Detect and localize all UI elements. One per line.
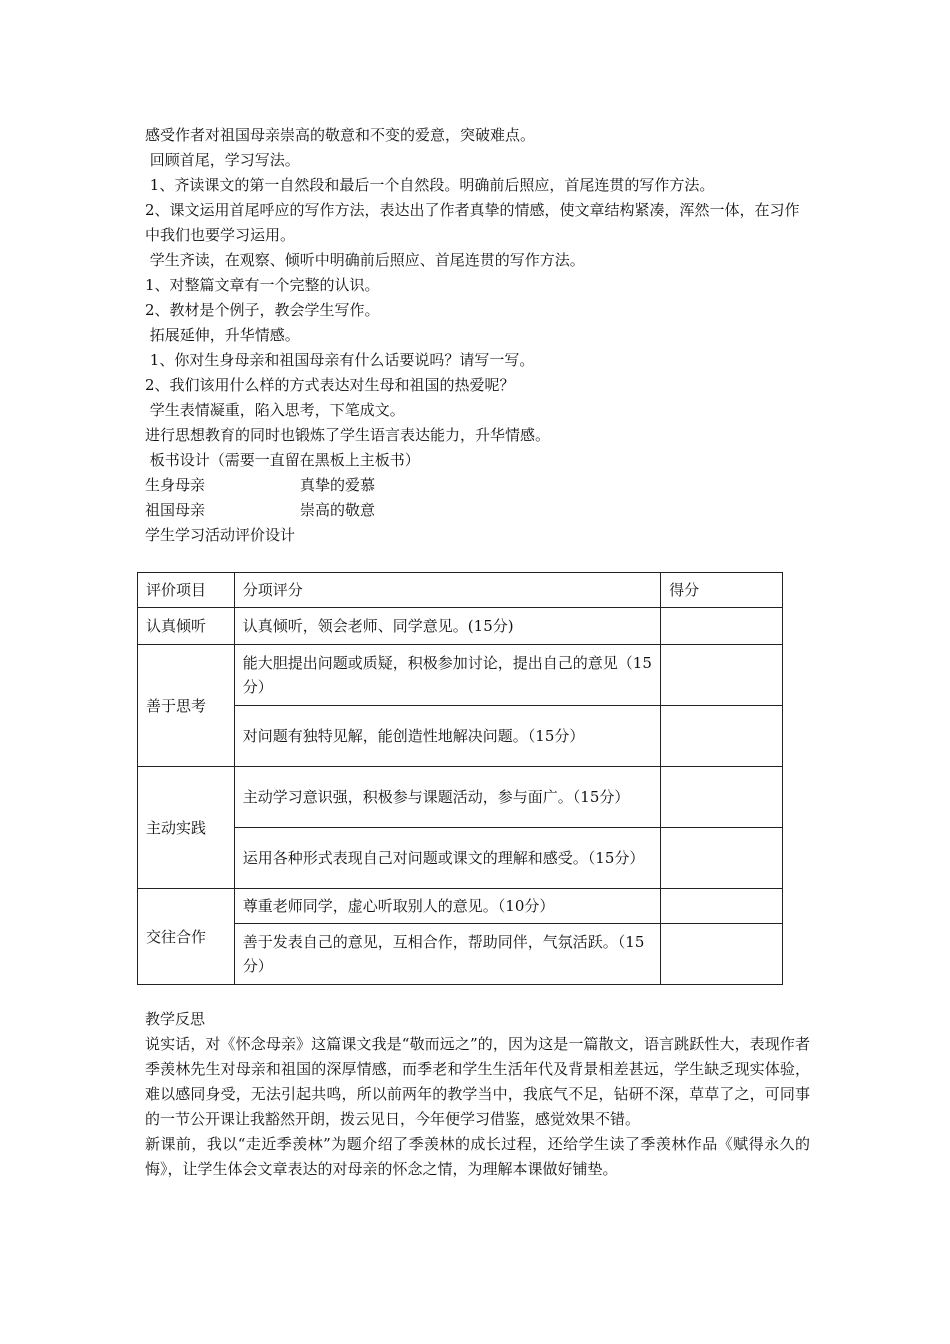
- header-cell: 评价项目: [138, 573, 235, 608]
- header-cell: 得分: [661, 573, 783, 608]
- table-row: [138, 828, 783, 889]
- criteria-cell: 主动学习意识强，积极参与课题活动，参与面广。（15分）: [234, 767, 660, 828]
- criteria-cell: 善于发表自己的意见，互相合作，帮助同伴，气氛活跃。（15分）: [234, 924, 660, 985]
- table-row: [138, 924, 783, 985]
- text-line: 进行思想教育的同时也锻炼了学生语言表达能力，升华情感。: [145, 426, 551, 444]
- reflection-paragraph: 新课前，我以“走近季羡林”为题介绍了季羡林的成长过程，还给学生读了季羡林作品《赋得永久的悔》，让学生体会文章表达的对母亲的怀念之情，为理解本课做好铺垫。: [145, 1135, 810, 1178]
- score-cell: [661, 889, 783, 924]
- evaluation-table: [137, 572, 783, 985]
- board-row: [145, 498, 810, 523]
- header-cell: 分项评分: [234, 573, 660, 608]
- board-left: 祖国母亲: [145, 501, 206, 519]
- item-cell: 认真倾听: [138, 608, 235, 645]
- reflection-heading: 教学反思: [145, 1010, 206, 1028]
- text-line: 板书设计（需要一直留在黑板上主板书）: [145, 451, 420, 469]
- criteria-cell: 尊重老师同学，虚心听取别人的意见。（10分）: [234, 889, 660, 924]
- score-cell: [661, 924, 783, 985]
- board-left: 生身母亲: [145, 476, 206, 494]
- criteria-cell: 认真倾听，领会老师、同学意见。(15分): [234, 608, 660, 645]
- text-line: 拓展延伸，升华情感。: [145, 326, 300, 344]
- eval-title: 学生学习活动评价设计: [145, 526, 296, 544]
- text-line: 1、对整篇文章有一个完整的认识。: [145, 276, 380, 294]
- score-cell: [661, 706, 783, 767]
- criteria-cell: 能大胆提出问题或质疑，积极参加讨论，提出自己的意见（15分）: [234, 645, 660, 706]
- text-line: 回顾首尾，学习写法。: [145, 151, 300, 169]
- text-line: 2、我们该用什么样的方式表达对生母和祖国的热爱呢？: [145, 376, 515, 394]
- score-cell: [661, 828, 783, 889]
- table-row: [138, 608, 783, 645]
- score-cell: [661, 645, 783, 706]
- item-cell: 交往合作: [138, 889, 235, 985]
- item-cell: 主动实践: [138, 767, 235, 889]
- criteria-cell: 对问题有独特见解，能创造性地解决问题。（15分）: [234, 706, 660, 767]
- text-line: 2、教材是个例子，教会学生写作。: [145, 301, 380, 319]
- lesson-plan-body: [145, 123, 810, 548]
- score-cell: [661, 767, 783, 828]
- reflection-section: [145, 1007, 810, 1182]
- score-cell: [661, 608, 783, 645]
- text-line: 1、你对生身母亲和祖国母亲有什么话要说吗？请写一写。: [145, 351, 535, 369]
- table-row: [138, 767, 783, 828]
- text-line: 感受作者对祖国母亲崇高的敬意和不变的爱意，突破难点。: [145, 126, 536, 144]
- item-cell: 善于思考: [138, 645, 235, 767]
- text-line: 1、齐读课文的第一自然段和最后一个自然段。明确前后照应，首尾连贯的写作方法。: [145, 176, 715, 194]
- text-line: 2、课文运用首尾呼应的写作方法，表达出了作者真挚的情感，使文章结构紧凑，浑然一体，在习作中我们也要学习运用。: [145, 201, 800, 244]
- reflection-paragraph: 说实话，对《怀念母亲》这篇课文我是“敬而远之”的，因为这是一篇散文，语言跳跃性大，表现作者季羡林先生对母亲和祖国的深厚情感，而季老和学生生活年代及背景相差甚远，学生缺乏现实体验，难以感同身受，无法引起共鸣，所以前两年的教学当中，我底气不足，钻研不深，草草了之，可同事的一节公开课让我豁然开朗，拨云见日，今年便学习借鉴，感觉效果不错。: [145, 1035, 810, 1128]
- board-right: 真挚的爱慕: [300, 476, 376, 494]
- table-row: [138, 706, 783, 767]
- table-row: [138, 889, 783, 924]
- criteria-cell: 运用各种形式表现自己对问题或课文的理解和感受。（15分）: [234, 828, 660, 889]
- table-header-row: [138, 573, 783, 608]
- text-line: 学生表情凝重，陷入思考，下笔成文。: [145, 401, 405, 419]
- board-row: [145, 473, 810, 498]
- table-row: [138, 645, 783, 706]
- text-line: 学生齐读，在观察、倾听中明确前后照应、首尾连贯的写作方法。: [145, 251, 585, 269]
- board-right: 崇高的敬意: [300, 501, 376, 519]
